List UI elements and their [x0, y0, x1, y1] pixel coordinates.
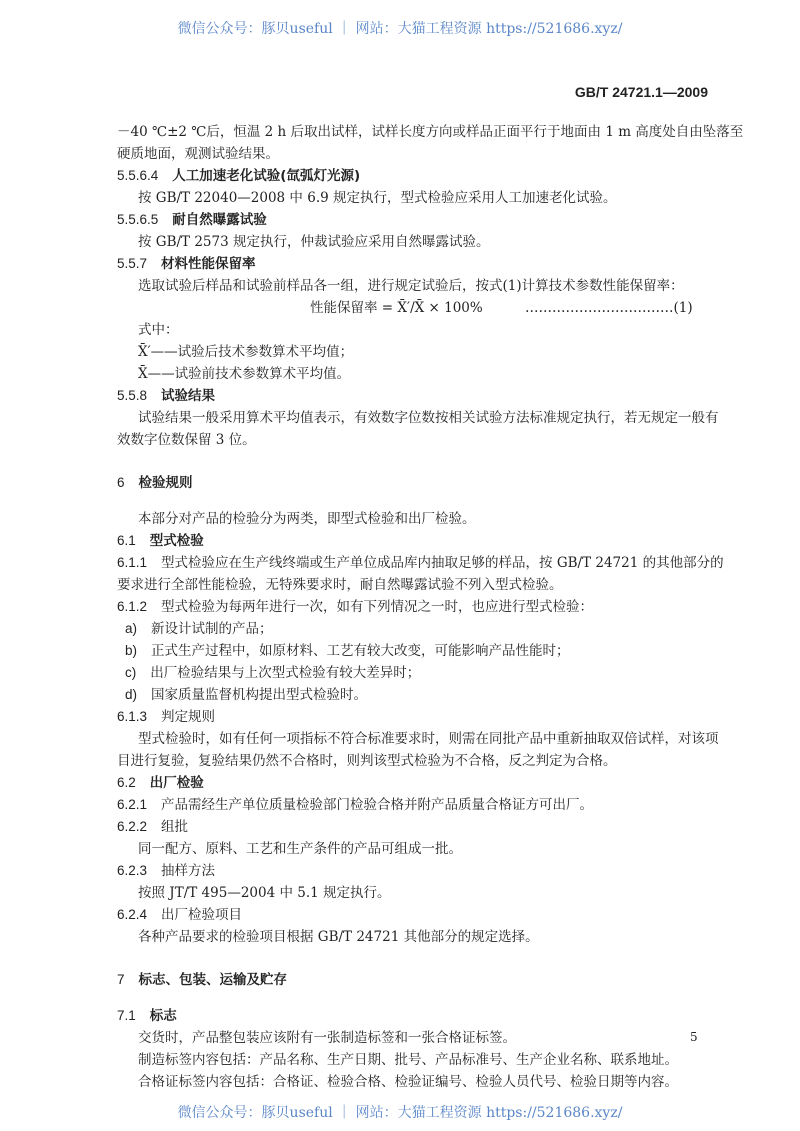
section-number: a): [125, 621, 138, 636]
line-text: 合格证标签内容包括：合格证、检验合格、检验证编号、检验人员代号、检验日期等内容。: [138, 1074, 678, 1090]
text-line: [138, 275, 684, 297]
line-text: 出厂检验结果与上次型式检验有较大差异时；: [150, 665, 421, 681]
text-line: [117, 860, 215, 882]
text-line: [117, 552, 724, 574]
section-number: 6.2.3: [117, 863, 148, 878]
line-text: 国家质量监督机构提出型式检验时。: [151, 687, 368, 703]
line-text: 按 GB/T 22040—2008 中 6.9 规定执行，型式检验应采用人工加速老化试验。: [138, 190, 617, 206]
line-text: 硬质地面，观测试验结果。: [117, 146, 279, 162]
section-number: 5.5.7: [117, 256, 148, 271]
line-text: 同一配方、原料、工艺和生产条件的产品可组成一批。: [138, 841, 462, 857]
line-text: 制造标签内容包括：产品名称、生产日期、批号、产品标准号、生产企业名称、联系地址。: [138, 1052, 678, 1068]
line-text: －40 ℃±2 ℃后，恒温 2 h 后取出试样，试样长度方向或样品正面平行于地面由 1 m 高度处自由坠落至: [117, 124, 744, 140]
section-number: 6.2.1: [117, 797, 148, 812]
formula: 性能保留率 = X̄′/X̄ × 100%: [310, 300, 483, 316]
section-heading: [117, 253, 256, 275]
text-line: [138, 187, 617, 209]
section-heading: [117, 1005, 177, 1027]
section-number: 5.5.8: [117, 388, 148, 403]
text-line: [138, 508, 476, 530]
section-number: d): [125, 687, 138, 702]
section-number: 7: [117, 972, 125, 987]
text-line: [138, 926, 539, 948]
section-heading: [117, 772, 204, 794]
line-text: 新设计试制的产品；: [151, 621, 273, 637]
section-heading: [117, 969, 287, 991]
line-text: 组批: [161, 819, 189, 835]
line-text: 选取试验后样品和试验前样品各一组，进行规定试验后，按式(1)计算技术参数性能保留率：: [138, 278, 684, 294]
text-line: [117, 794, 593, 816]
section-number: c): [125, 665, 137, 680]
line-text: 正式生产过程中，如原材料、工艺有较大改变，可能影响产品性能时；: [151, 643, 570, 659]
text-line: [117, 121, 743, 143]
line-text: X̄——试验前技术参数算术平均值。: [138, 366, 351, 382]
line-text: 效数字位数保留 3 位。: [117, 432, 256, 448]
text-line: [117, 816, 188, 838]
line-text: 型式检验时，如有任何一项指标不符合标准要求时，则需在同批产品中重新抽取双倍试样，对该项: [138, 731, 719, 747]
text-line: [117, 429, 256, 451]
section-heading: [117, 209, 267, 231]
section-heading: [117, 165, 360, 187]
text-line: [138, 407, 719, 429]
line-text: 抽样方法: [161, 863, 216, 879]
text-line: [117, 706, 215, 728]
line-text: 本部分对产品的检验分为两类，即型式检验和出厂检验。: [138, 511, 476, 527]
section-heading: [117, 530, 204, 552]
section-number: 5.5.6.5: [117, 212, 159, 227]
section-number: 6.1.2: [117, 599, 148, 614]
line-text: X̄′——试验后技术参数算术平均值；: [138, 344, 354, 360]
line-text: 出厂检验项目: [161, 907, 243, 923]
text-line: [117, 143, 279, 165]
line-text: 型式检验为每两年进行一次，如有下列情况之一时，也应进行型式检验：: [161, 599, 594, 615]
text-line: [117, 750, 617, 772]
text-line: [138, 1049, 678, 1071]
text-line: [138, 838, 462, 860]
line-text: 型式检验: [149, 533, 204, 549]
section-number: 6: [117, 475, 125, 490]
text-line: [138, 882, 391, 904]
line-text: 要求进行全部性能检验，无特殊要求时，耐自然曝露试验不列入型式检验。: [117, 577, 563, 593]
standard-number: GB/T 24721.1—2009: [574, 84, 708, 100]
line-text: 试验结果一般采用算术平均值表示，有效数字位数按相关试验方法标准规定执行，若无规定一般有: [138, 410, 719, 426]
section-number: b): [125, 643, 138, 658]
list-item: [125, 640, 570, 662]
line-text: 交货时，产品整包装应该附有一张制造标签和一张合格证标签。: [138, 1030, 516, 1046]
line-text: 耐自然曝露试验: [172, 212, 267, 228]
line-text: 检验规则: [138, 475, 193, 491]
line-text: 人工加速老化试验(氙弧灯光源): [172, 168, 361, 184]
section-number: 6.2: [117, 775, 136, 790]
section-number: 6.1.3: [117, 709, 148, 724]
text-line: [138, 341, 353, 363]
line-text: 式中：: [138, 322, 179, 338]
line-text: 试验结果: [161, 388, 216, 404]
line-text: 出厂检验: [149, 775, 204, 791]
line-text: 判定规则: [161, 709, 216, 725]
line-text: 按 GB/T 2573 规定执行，仲裁试验应采用自然曝露试验。: [138, 234, 490, 250]
list-item: [125, 684, 367, 706]
section-number: 6.2.4: [117, 907, 148, 922]
page-number: 5: [690, 1030, 698, 1044]
line-text: 标志: [149, 1008, 177, 1024]
section-number: 6.1.1: [117, 555, 148, 570]
section-heading: [117, 472, 193, 494]
text-line: [117, 574, 563, 596]
text-line: [117, 904, 242, 926]
line-text: 产品需经生产单位质量检验部门检验合格并附产品质量合格证方可出厂。: [161, 797, 594, 813]
section-number: 5.5.6.4: [117, 168, 159, 183]
text-line: [138, 728, 719, 750]
line-text: 目进行复验，复验结果仍然不合格时，则判该型式检验为不合格，反之判定为合格。: [117, 753, 617, 769]
section-number: 7.1: [117, 1008, 136, 1023]
text-line: [138, 231, 490, 253]
section-heading: [117, 385, 215, 407]
line-text: 各种产品要求的检验项目根据 GB/T 24721 其他部分的规定选择。: [138, 929, 539, 945]
list-item: [125, 618, 273, 640]
line-text: 材料性能保留率: [161, 256, 256, 272]
watermark-header: 微信公众号：豚贝useful ｜ 网站：大猫工程资源 https://521686.xyz/: [177, 21, 623, 37]
text-line: [138, 1071, 678, 1093]
text-line: [117, 596, 593, 618]
text-line: [138, 1027, 516, 1049]
section-number: 6.1: [117, 533, 136, 548]
line-text: 标志、包装、运输及贮存: [138, 972, 288, 988]
section-number: 6.2.2: [117, 819, 148, 834]
line-text: 按照 JT/T 495—2004 中 5.1 规定执行。: [138, 885, 391, 901]
text-line: [138, 363, 350, 385]
formula-number: ……………………………(1): [525, 300, 693, 316]
list-item: [125, 662, 420, 684]
text-line: [138, 319, 179, 341]
watermark-footer: 微信公众号：豚贝useful ｜ 网站：大猫工程资源 https://521686.xyz/: [177, 1105, 623, 1121]
line-text: 型式检验应在生产线终端或生产单位成品库内抽取足够的样品，按 GB/T 24721 的其他部分的: [161, 555, 724, 571]
